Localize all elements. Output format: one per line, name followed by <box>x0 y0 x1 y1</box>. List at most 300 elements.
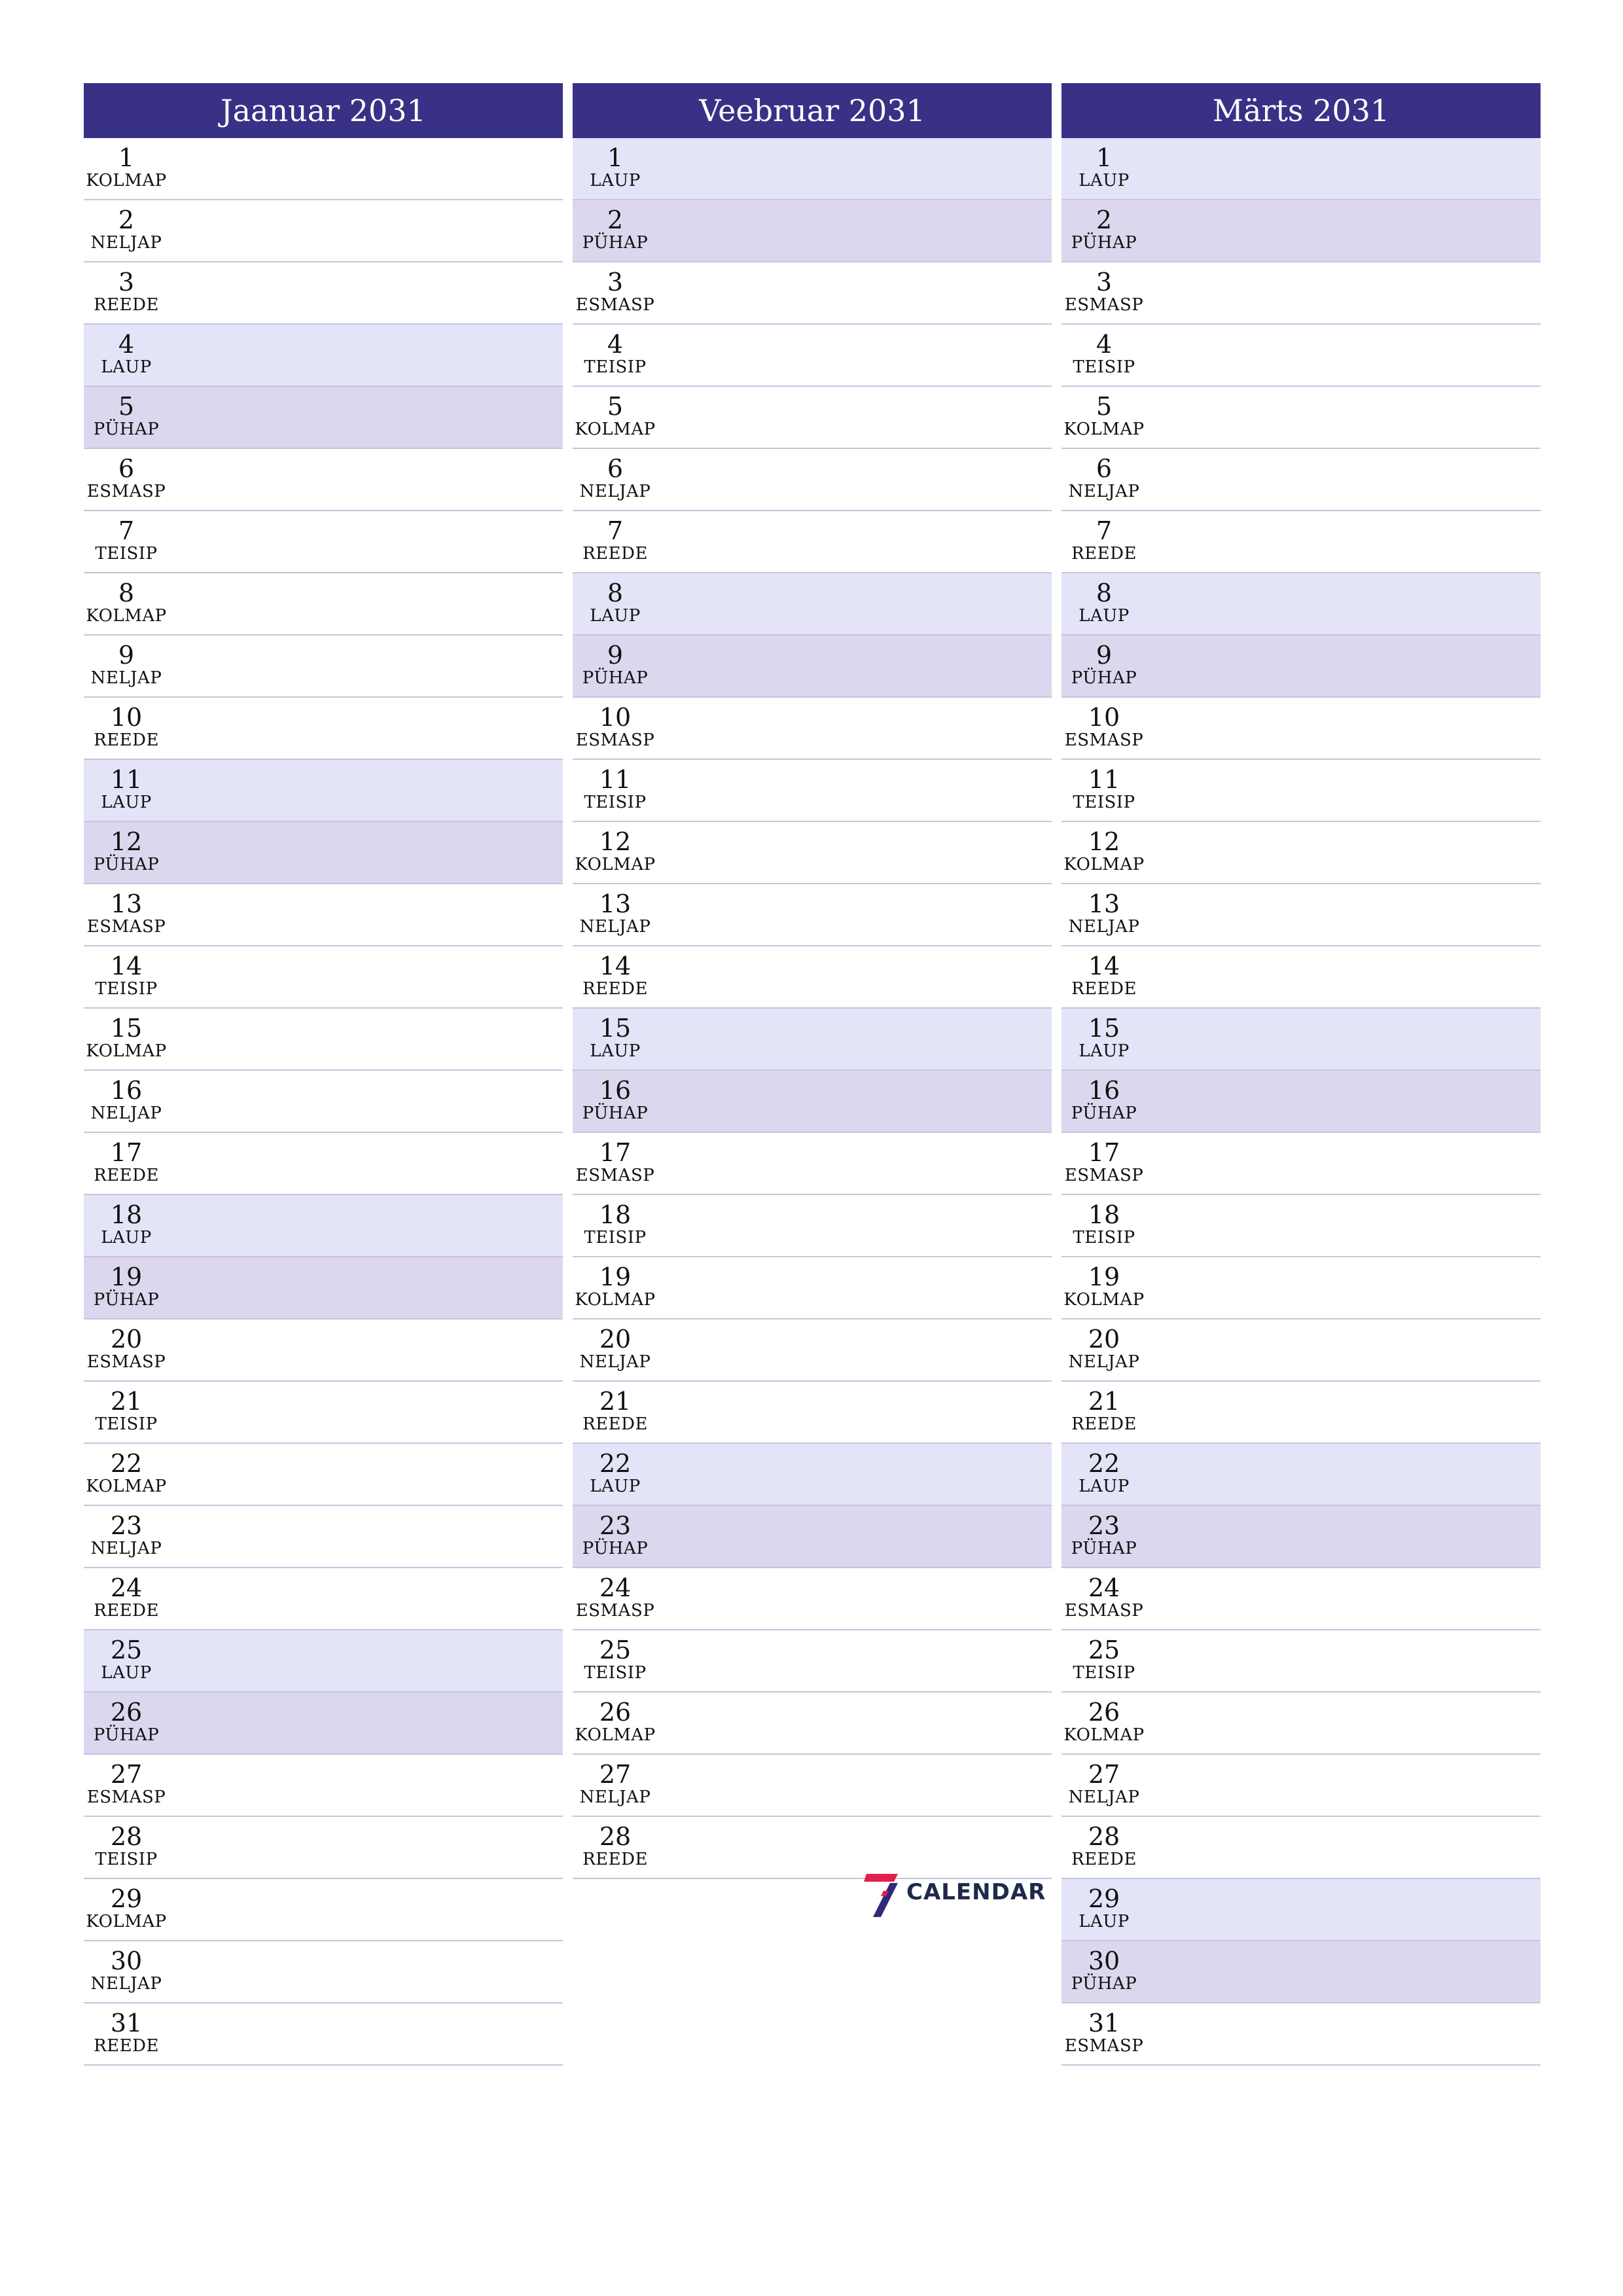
day-row <box>84 1133 563 1195</box>
day-number: 4 <box>118 330 135 359</box>
day-cell <box>84 2003 169 2064</box>
day-row <box>573 1195 1052 1257</box>
day-row <box>573 698 1052 760</box>
weekday-name: LAUP <box>590 1477 641 1496</box>
weekday-name: TEISIP <box>584 1663 647 1683</box>
weekday-name: KOLMAP <box>575 855 656 874</box>
day-number: 26 <box>110 1698 143 1727</box>
weekday-name: ESMASP <box>575 1601 655 1621</box>
day-list <box>573 138 1052 1879</box>
day-cell <box>1061 822 1147 883</box>
weekday-name: NELJAP <box>579 482 651 501</box>
day-cell <box>84 1071 169 1132</box>
weekday-name: TEISIP <box>95 1850 158 1869</box>
day-row <box>84 511 563 573</box>
weekday-name: NELJAP <box>90 1539 162 1558</box>
day-cell <box>1061 1195 1147 1256</box>
day-number: 15 <box>1088 1014 1120 1043</box>
day-cell <box>1061 262 1147 323</box>
day-row <box>84 573 563 636</box>
day-cell <box>1061 573 1147 634</box>
weekday-name: LAUP <box>101 357 152 377</box>
day-cell <box>573 1755 658 1816</box>
day-row <box>573 760 1052 822</box>
brand-logo[interactable] <box>864 1869 1047 1921</box>
day-number: 29 <box>110 1884 143 1913</box>
day-cell <box>1061 1755 1147 1816</box>
day-number: 28 <box>599 1822 632 1851</box>
day-row <box>1061 946 1541 1009</box>
day-cell <box>573 1257 658 1318</box>
day-row <box>1061 884 1541 946</box>
weekday-name: PÜHAP <box>1071 1974 1137 1994</box>
day-cell <box>573 138 658 199</box>
day-number: 22 <box>1088 1449 1120 1478</box>
day-number: 18 <box>1088 1200 1120 1229</box>
day-number: 15 <box>599 1014 632 1043</box>
day-number: 19 <box>110 1263 143 1291</box>
day-number: 20 <box>1088 1325 1120 1354</box>
day-number: 14 <box>110 952 143 980</box>
day-cell <box>573 511 658 572</box>
day-number: 21 <box>110 1387 143 1416</box>
day-cell <box>84 1755 169 1816</box>
weekday-name: NELJAP <box>579 917 651 937</box>
day-number: 31 <box>1088 2009 1120 2037</box>
day-number: 19 <box>1088 1263 1120 1291</box>
day-cell <box>1061 760 1147 821</box>
day-row <box>84 698 563 760</box>
day-number: 8 <box>607 579 624 607</box>
weekday-name: KOLMAP <box>575 1725 656 1745</box>
day-number: 6 <box>1096 454 1113 483</box>
day-row <box>84 262 563 325</box>
day-cell <box>1061 1506 1147 1567</box>
day-number: 28 <box>110 1822 143 1851</box>
day-row <box>573 636 1052 698</box>
day-row <box>84 822 563 884</box>
day-cell <box>573 1444 658 1505</box>
day-row <box>573 511 1052 573</box>
day-cell <box>84 822 169 883</box>
day-number: 8 <box>1096 579 1113 607</box>
day-number: 14 <box>599 952 632 980</box>
day-cell <box>573 325 658 386</box>
day-number: 21 <box>599 1387 632 1416</box>
day-row <box>84 1506 563 1568</box>
weekday-name: ESMASP <box>575 295 655 315</box>
day-cell <box>84 138 169 199</box>
day-row <box>573 138 1052 200</box>
day-cell <box>573 387 658 448</box>
day-cell <box>84 1009 169 1069</box>
day-number: 11 <box>599 765 632 794</box>
day-row <box>1061 1444 1541 1506</box>
weekday-name: ESMASP <box>86 917 166 937</box>
day-row <box>573 1257 1052 1319</box>
day-number: 4 <box>1096 330 1113 359</box>
day-number: 25 <box>599 1636 632 1664</box>
weekday-name: LAUP <box>101 1663 152 1683</box>
weekday-name: REEDE <box>1071 979 1137 999</box>
day-row <box>573 1009 1052 1071</box>
day-row <box>573 387 1052 449</box>
day-cell <box>1061 387 1147 448</box>
day-cell <box>84 1195 169 1256</box>
day-cell <box>84 946 169 1007</box>
day-row <box>84 1630 563 1693</box>
day-number: 1 <box>607 143 624 172</box>
day-cell <box>1061 1257 1147 1318</box>
day-number: 1 <box>118 143 135 172</box>
day-number: 30 <box>1088 1946 1120 1975</box>
day-number: 13 <box>1088 889 1120 918</box>
day-row <box>84 200 563 262</box>
day-cell <box>84 698 169 759</box>
weekday-name: KOLMAP <box>1063 1725 1145 1745</box>
day-cell <box>84 511 169 572</box>
day-cell <box>84 1879 169 1940</box>
day-cell <box>573 1693 658 1753</box>
day-cell <box>84 1506 169 1567</box>
weekday-name: NELJAP <box>90 1974 162 1994</box>
day-cell <box>573 1817 658 1878</box>
day-cell <box>1061 2003 1147 2064</box>
weekday-name: LAUP <box>1079 171 1130 190</box>
month-header: Veebruar 2031 <box>573 83 1052 138</box>
day-cell <box>1061 946 1147 1007</box>
day-row <box>573 1693 1052 1755</box>
day-cell <box>573 1071 658 1132</box>
day-row <box>573 1071 1052 1133</box>
day-row <box>1061 325 1541 387</box>
day-number: 20 <box>599 1325 632 1354</box>
day-cell <box>573 1319 658 1380</box>
day-row <box>573 325 1052 387</box>
weekday-name: KOLMAP <box>575 420 656 439</box>
day-row <box>1061 1568 1541 1630</box>
weekday-name: ESMASP <box>1064 1601 1144 1621</box>
day-cell <box>573 1133 658 1194</box>
day-number: 29 <box>1088 1884 1120 1913</box>
month-march <box>1061 83 1541 2066</box>
day-number: 13 <box>599 889 632 918</box>
day-row <box>1061 1941 1541 2003</box>
day-cell <box>573 573 658 634</box>
weekday-name: ESMASP <box>86 482 166 501</box>
weekday-name: TEISIP <box>1073 793 1135 812</box>
seven-logo-icon <box>864 1869 903 1921</box>
day-number: 1 <box>1096 143 1113 172</box>
day-cell <box>573 822 658 883</box>
day-cell <box>573 1382 658 1443</box>
day-cell <box>1061 1941 1147 2002</box>
weekday-name: TEISIP <box>1073 357 1135 377</box>
weekday-name: REEDE <box>1071 1414 1137 1434</box>
day-row <box>573 884 1052 946</box>
day-row <box>573 1319 1052 1382</box>
day-row <box>573 1382 1052 1444</box>
weekday-name: LAUP <box>590 1041 641 1061</box>
day-row <box>84 1879 563 1941</box>
weekday-name: NELJAP <box>90 668 162 688</box>
day-row <box>84 1257 563 1319</box>
weekday-name: KOLMAP <box>86 1912 167 1931</box>
day-row <box>573 200 1052 262</box>
day-number: 24 <box>1088 1573 1120 1602</box>
day-cell <box>1061 884 1147 945</box>
day-cell <box>573 946 658 1007</box>
weekday-name: KOLMAP <box>86 1041 167 1061</box>
weekday-name: KOLMAP <box>575 1290 656 1310</box>
day-number: 18 <box>110 1200 143 1229</box>
day-number: 19 <box>599 1263 632 1291</box>
day-number: 9 <box>1096 641 1113 670</box>
weekday-name: LAUP <box>1079 1041 1130 1061</box>
day-cell <box>1061 1630 1147 1691</box>
day-row <box>1061 1879 1541 1941</box>
weekday-name: NELJAP <box>579 1787 651 1807</box>
day-row <box>573 1568 1052 1630</box>
day-cell <box>1061 449 1147 510</box>
weekday-name: LAUP <box>1079 606 1130 626</box>
weekday-name: KOLMAP <box>86 606 167 626</box>
day-number: 3 <box>607 268 624 296</box>
day-number: 5 <box>607 392 624 421</box>
day-cell <box>573 698 658 759</box>
day-cell <box>573 1630 658 1691</box>
day-cell <box>84 1444 169 1505</box>
weekday-name: LAUP <box>101 793 152 812</box>
day-number: 26 <box>599 1698 632 1727</box>
day-number: 9 <box>607 641 624 670</box>
weekday-name: TEISIP <box>584 357 647 377</box>
day-cell <box>84 262 169 323</box>
day-row <box>1061 760 1541 822</box>
day-cell <box>84 325 169 386</box>
day-number: 7 <box>607 516 624 545</box>
day-cell <box>573 760 658 821</box>
day-number: 2 <box>118 206 135 234</box>
day-cell <box>1061 1133 1147 1194</box>
weekday-name: REEDE <box>94 730 159 750</box>
day-row <box>1061 1755 1541 1817</box>
weekday-name: ESMASP <box>575 730 655 750</box>
day-row <box>1061 1319 1541 1382</box>
day-cell <box>84 449 169 510</box>
weekday-name: PÜHAP <box>582 233 649 253</box>
day-row <box>1061 1195 1541 1257</box>
weekday-name: TEISIP <box>584 1228 647 1247</box>
day-number: 24 <box>110 1573 143 1602</box>
weekday-name: REEDE <box>582 544 648 564</box>
weekday-name: ESMASP <box>1064 2036 1144 2056</box>
day-cell <box>1061 636 1147 696</box>
day-cell <box>84 1817 169 1878</box>
day-row <box>84 387 563 449</box>
day-number: 12 <box>110 827 143 856</box>
day-number: 12 <box>1088 827 1120 856</box>
day-cell <box>84 387 169 448</box>
day-cell <box>1061 698 1147 759</box>
day-cell <box>1061 200 1147 261</box>
month-header: Märts 2031 <box>1061 83 1541 138</box>
day-row <box>1061 387 1541 449</box>
weekday-name: REEDE <box>1071 544 1137 564</box>
day-cell <box>84 1568 169 1629</box>
weekday-name: PÜHAP <box>582 1103 649 1123</box>
day-row <box>1061 698 1541 760</box>
weekday-name: PÜHAP <box>582 668 649 688</box>
weekday-name: NELJAP <box>90 1103 162 1123</box>
day-row <box>84 1319 563 1382</box>
day-number: 27 <box>1088 1760 1120 1789</box>
day-number: 13 <box>110 889 143 918</box>
day-row <box>84 1817 563 1879</box>
weekday-name: PÜHAP <box>1071 1539 1137 1558</box>
day-number: 25 <box>1088 1636 1120 1664</box>
day-number: 24 <box>599 1573 632 1602</box>
day-cell <box>84 573 169 634</box>
day-number: 28 <box>1088 1822 1120 1851</box>
weekday-name: REEDE <box>94 1601 159 1621</box>
day-number: 11 <box>110 765 143 794</box>
weekday-name: ESMASP <box>86 1352 166 1372</box>
day-number: 17 <box>1088 1138 1120 1167</box>
day-number: 12 <box>599 827 632 856</box>
day-number: 18 <box>599 1200 632 1229</box>
day-number: 17 <box>599 1138 632 1167</box>
day-row <box>84 946 563 1009</box>
weekday-name: KOLMAP <box>86 1477 167 1496</box>
weekday-name: KOLMAP <box>86 171 167 190</box>
day-row <box>573 822 1052 884</box>
day-row <box>1061 1009 1541 1071</box>
day-row <box>573 1133 1052 1195</box>
weekday-name: REEDE <box>94 295 159 315</box>
weekday-name: TEISIP <box>95 1414 158 1434</box>
weekday-name: TEISIP <box>95 544 158 564</box>
weekday-name: ESMASP <box>1064 295 1144 315</box>
day-row <box>1061 1693 1541 1755</box>
weekday-name: PÜHAP <box>1071 668 1137 688</box>
weekday-name: TEISIP <box>1073 1228 1135 1247</box>
day-row <box>84 760 563 822</box>
day-number: 10 <box>599 703 632 732</box>
weekday-name: PÜHAP <box>582 1539 649 1558</box>
day-row <box>1061 138 1541 200</box>
weekday-name: LAUP <box>101 1228 152 1247</box>
day-row <box>573 449 1052 511</box>
day-number: 25 <box>110 1636 143 1664</box>
day-number: 23 <box>110 1511 143 1540</box>
day-row <box>573 1444 1052 1506</box>
day-number: 11 <box>1088 765 1120 794</box>
day-cell <box>1061 138 1147 199</box>
day-cell <box>1061 1568 1147 1629</box>
weekday-name: NELJAP <box>90 233 162 253</box>
day-number: 30 <box>110 1946 143 1975</box>
month-january <box>84 83 563 2066</box>
day-cell <box>573 636 658 696</box>
day-cell <box>1061 1382 1147 1443</box>
day-cell <box>573 1568 658 1629</box>
day-row <box>84 138 563 200</box>
day-row <box>1061 1817 1541 1879</box>
day-cell <box>1061 325 1147 386</box>
day-number: 3 <box>118 268 135 296</box>
day-row <box>1061 573 1541 636</box>
day-row <box>573 1755 1052 1817</box>
day-row <box>84 1382 563 1444</box>
weekday-name: REEDE <box>582 1850 648 1869</box>
day-cell <box>84 1693 169 1753</box>
day-cell <box>84 1382 169 1443</box>
day-cell <box>84 1319 169 1380</box>
day-row <box>573 262 1052 325</box>
day-row <box>84 1755 563 1817</box>
weekday-name: NELJAP <box>1068 917 1140 937</box>
day-number: 16 <box>599 1076 632 1105</box>
day-number: 4 <box>607 330 624 359</box>
day-number: 16 <box>1088 1076 1120 1105</box>
weekday-name: ESMASP <box>1064 730 1144 750</box>
month-february <box>573 83 1052 1879</box>
day-number: 16 <box>110 1076 143 1105</box>
day-number: 23 <box>1088 1511 1120 1540</box>
day-number: 22 <box>599 1449 632 1478</box>
day-cell <box>1061 511 1147 572</box>
day-row <box>1061 262 1541 325</box>
day-cell <box>84 1941 169 2002</box>
weekday-name: NELJAP <box>1068 1787 1140 1807</box>
day-cell <box>84 760 169 821</box>
weekday-name: ESMASP <box>575 1166 655 1185</box>
day-number: 22 <box>110 1449 143 1478</box>
day-number: 5 <box>118 392 135 421</box>
day-cell <box>1061 1444 1147 1505</box>
day-cell <box>84 1133 169 1194</box>
day-cell <box>573 1195 658 1256</box>
day-cell <box>1061 1693 1147 1753</box>
day-cell <box>1061 1879 1147 1940</box>
weekday-name: REEDE <box>1071 1850 1137 1869</box>
day-row <box>84 325 563 387</box>
weekday-name: NELJAP <box>1068 1352 1140 1372</box>
day-row <box>84 1009 563 1071</box>
day-cell <box>84 200 169 261</box>
day-cell <box>1061 1817 1147 1878</box>
weekday-name: TEISIP <box>584 793 647 812</box>
day-row <box>573 1506 1052 1568</box>
day-number: 15 <box>110 1014 143 1043</box>
weekday-name: LAUP <box>590 171 641 190</box>
day-row <box>1061 2003 1541 2066</box>
weekday-name: PÜHAP <box>93 855 160 874</box>
weekday-name: PÜHAP <box>93 1725 160 1745</box>
day-number: 31 <box>110 2009 143 2037</box>
logo-text: CALENDAR <box>906 1879 1046 1905</box>
weekday-name: KOLMAP <box>1063 1290 1145 1310</box>
day-row <box>1061 1506 1541 1568</box>
day-row <box>1061 1257 1541 1319</box>
day-number: 5 <box>1096 392 1113 421</box>
weekday-name: LAUP <box>590 606 641 626</box>
day-list <box>84 138 563 2066</box>
day-list <box>1061 138 1541 2066</box>
day-number: 9 <box>118 641 135 670</box>
day-row <box>84 884 563 946</box>
